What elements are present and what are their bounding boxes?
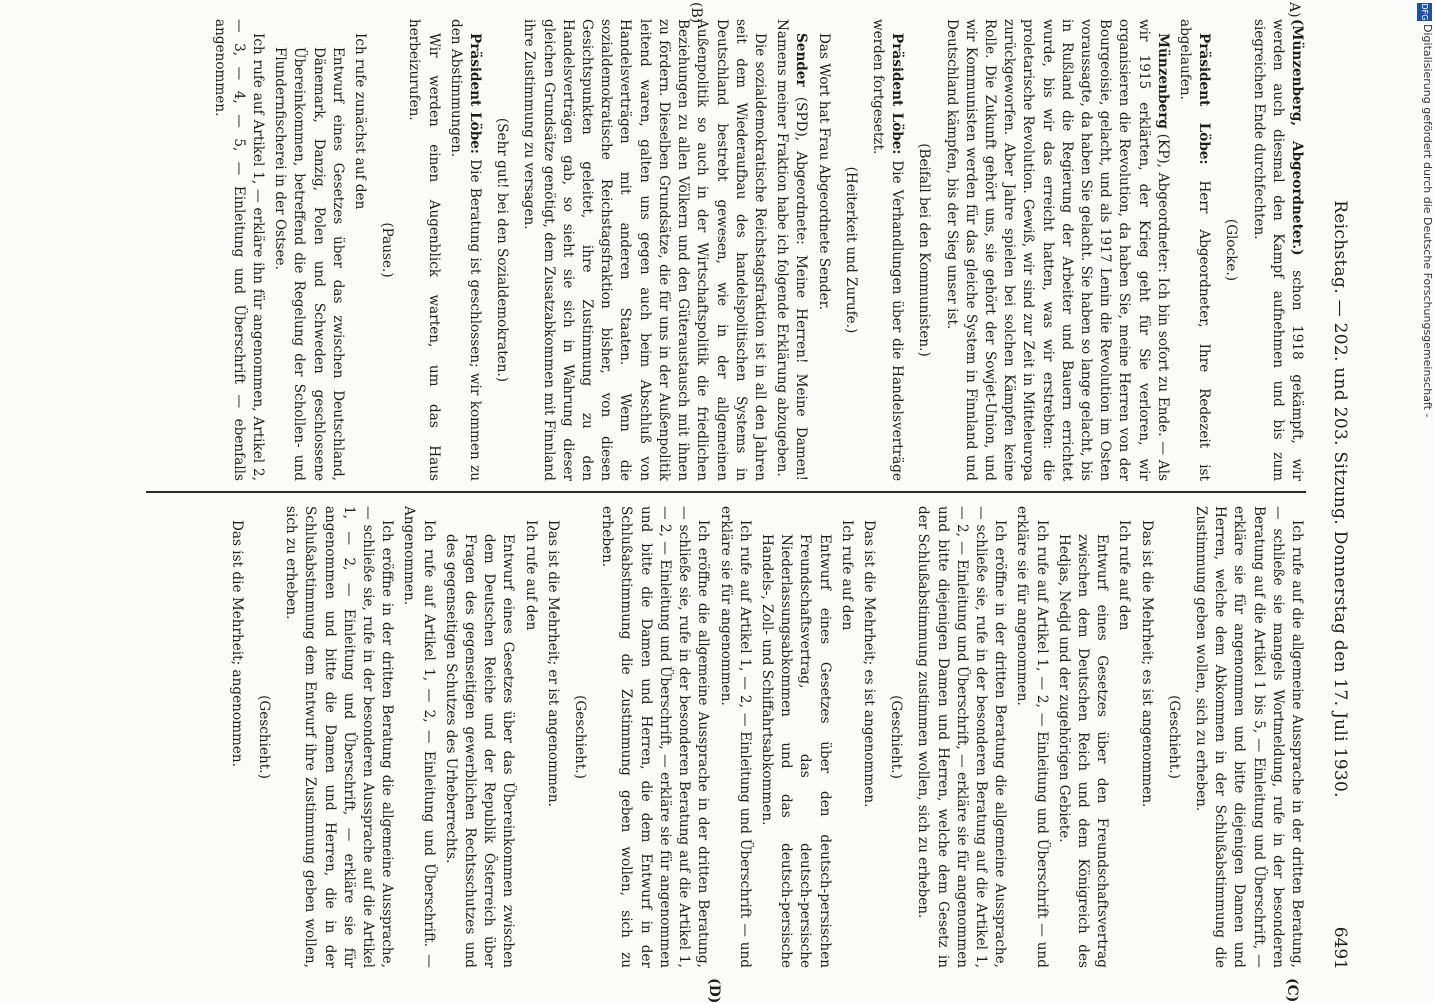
paragraph: Das Wort hat Frau Abgeordnete Sender. xyxy=(815,33,832,311)
footer-text: Digitalisierung gefördert durch die Deutsche Forschungsgemeinschaft - xyxy=(1421,24,1434,418)
paragraph-text: Die Beratung ist geschlossen; wir kommen zu den Abstimmungen. xyxy=(447,19,484,481)
margin-letter-a: A) xyxy=(1286,2,1302,18)
bill-title: Entwurf eines Gesetzes über den deutsch-persischen Freundschaftsvertrag, das deutsch-persische Niederlassungsabkommen und das deutsch-persische Handels-, Zoll- und Schiffahrtsabkommen. xyxy=(758,534,833,968)
paragraph: Ich rufe auf Artikel 1, — 2, — Einleitung und Überschrift — und erkläre sie für angenommen. xyxy=(1014,506,1050,968)
paragraph-text: Die Verhandlungen über die Handelsverträge werden fortgesetzt. xyxy=(869,19,906,481)
speaker-name: Präsident Löbe: xyxy=(1196,33,1213,165)
paragraph-text: (SPD), Abgeordnete: Meine Herren! Meine Damen! Namens meiner Fraktion habe ich folgende Erklärung abzugeben. xyxy=(774,19,810,481)
left-column xyxy=(146,19,1306,481)
paragraph: Das ist die Mehrheit; angenommen. xyxy=(228,520,245,767)
bill-title: Entwurf eines Gesetzes über das zwischen Deutschland, Dänemark, Danzig, Polen und Schweden geschlossene Übereinkommen, betreffend die Regelung der Schollen- und Flundernfischerei in der Ostsee. xyxy=(272,47,346,481)
page-number: 6491 xyxy=(1330,926,1350,970)
bill-title: Entwurf eines Gesetzes über den Freundschaftsvertrag zwischen dem Deutschen Reich und dem Königreich des Hedjas, Nedjd und der zugehörigen Gebiete. xyxy=(1055,534,1111,968)
paragraph: Ich rufe zunächst auf den xyxy=(352,33,369,210)
page-header xyxy=(1314,28,1354,970)
paragraph: Ich rufe auf den xyxy=(1116,520,1133,631)
paragraph: Das ist die Mehrheit; es ist angenommen. xyxy=(860,520,877,808)
paragraph: Das ist die Mehrheit; es ist angenommen. xyxy=(1138,520,1155,808)
margin-letter-b: (B) xyxy=(688,2,704,24)
margin-letter-c: (C) xyxy=(1284,978,1300,1003)
paragraph: Ich rufe auf Artikel 1, — 2, — Einleitung und Überschrift — und erkläre sie für angenommen. xyxy=(717,506,753,968)
stage-direction: (Geschieht.) xyxy=(1165,695,1182,779)
paragraph: Ich eröffne in der dritten Beratung die allgemeine Aussprache, — schließe sie, rufe in der besonderen Aussprache auf die Artikel 1, — 2, — Einleitung und Überschrift, — erkläre sie für angenommen und bitte die Damen und Herren, die in der Schlußabstimmung dem Entwurf ihre Zustimmung geben wollen, sich zu erheben. xyxy=(283,506,396,968)
paragraph: Ich eröffne in der dritten Beratung die allgemeine Aussprache, — schließe sie, rufe in der besonderen Beratung auf die Artikel 1, — 2, — Einleitung und Überschrift, — erkläre sie für angenommen und bitte diejenigen Damen und Herren, welche dem Gesetz in der Schlußabstimmung zustimmen wollen, sich zu erheben. xyxy=(915,506,1009,968)
stage-direction: (Sehr gut! bei den Sozialdemokraten.) xyxy=(494,117,511,383)
paragraph: Ich rufe auf den xyxy=(522,520,539,631)
speaker-name: Sender xyxy=(793,33,810,87)
paragraph: Ich rufe auf Artikel 1, — erkläre ihn für angenommen, Artikel 2, — 3, — 4, — 5, — Einleitung und Überschrift — ebenfalls angenommen. xyxy=(211,19,267,481)
paragraph xyxy=(772,19,810,481)
stage-direction: (Glocke.) xyxy=(1223,218,1240,282)
paragraph: Das ist die Mehrheit; er ist angenommen. xyxy=(544,520,561,807)
paragraph-text: Herr Abgeordneter, Ihre Redezeit ist abgelaufen. xyxy=(1176,19,1213,481)
speaker-name: Präsident Löbe: xyxy=(889,33,906,155)
paragraph xyxy=(446,19,484,481)
speaker-name: (Münzenberg, Abgeordneter.) xyxy=(1289,19,1305,256)
paragraph-text: (KP), Abgeordneter: Ich bin sofort zu Ende. — Als wir 1915 erklärten, der Krieg geht für Sie verloren, wir organisieren die Revolution, da haben Sie, meine Herren von der Bourgeoisie, gelacht, und als 1917 Lenin die Revolution im Osten voraussagte, da haben Sie gelacht. Sie haben so lange gelacht, bis in Rußland die Regierung der Arbeiter und Bauern errichtet wurde, bis wir das erreicht hatten, was wir erstrebten: die proletarische Revolution. Gewiß, wir sind zur Zeit in Mitteleuropa zurückgeworfen. Aber Jahre spielen bei solchen Kämpfen keine Rolle. Die Zukunft gehört uns, sie gehört der Sowjet-Union, und wir Kommunisten werden für das gleiche System in Finnland und Deutschland kämpfen, bis der Sieg unser ist. xyxy=(943,19,1171,481)
digitization-footer xyxy=(1412,0,1434,1000)
paragraph: Die sozialdemokratische Reichstagsfraktion ist in all den Jahren seit dem Wiederaufbau des handelspolitischen Systems in Deutschland bestrebt gewesen, wie in der allgemeinen Außenpolitik so auch in der Wirtschaftspolitik die friedlichen Beziehungen zu allen Völkern und den Güteraustausch mit ihnen zu fördern. Dieselben Grundsätze, die für uns in der Außenpolitik leitend waren, galten uns gegen auch beim Abschluß von Handelsverträgen mit anderen Staaten. Wenn die sozialdemokratische Reichstagsfraktion bisher, von diesen Gesichtspunkten geleitet, ihre Zustimmung zu den Handelsverträgen gab, so sieht sie sich in Wahrung dieser gleichen Grundsätze genötigt, dem Zusatzabkommen mit Finnland ihre Zustimmung zu versagen. xyxy=(521,19,768,481)
stage-direction: (Beifall bei den Kommunisten.) xyxy=(916,143,933,357)
paragraph xyxy=(868,19,906,481)
paragraph: Ich rufe auf Artikel 1, — 2, — Einleitung und Überschrift. — Angenommen. xyxy=(401,506,437,968)
stage-direction: (Pause.) xyxy=(379,222,396,278)
paragraph: Wir werden einen Augenblick warten, um das Haus herbeizurufen. xyxy=(406,19,442,481)
paragraph xyxy=(1175,19,1213,481)
bill-title: Entwurf eines Gesetzes über das Übereinkommen zwischen dem Deutschen Reiche und der Republik Österreich über Fragen des gegenseitigen gewerblichen Rechtsschutzes und des gegenseitigen Schutzes des Urheberrechts. xyxy=(442,534,517,968)
stage-direction: (Heiterkeit und Zurufe.) xyxy=(842,166,859,334)
paragraph: Ich eröffne die allgemeine Aussprache in der dritten Beratung, — schließe sie, rufe in der besonderen Beratung auf die Artikel 1, — 2, — Einleitung und Überschrift, — erkläre sie für angenommen und bitte die Damen und Herren, die dem Entwurf in der Schlußabstimmung die Zustimmung geben wollen, sich zu erheben. xyxy=(599,506,712,968)
stage-direction: (Geschieht.) xyxy=(572,695,589,779)
paragraph xyxy=(941,19,1171,481)
dfg-logo: DFG xyxy=(1417,3,1432,21)
right-column xyxy=(146,506,1306,968)
paragraph xyxy=(1248,19,1306,481)
header-title: Reichstag. — 202. und 203. Sitzung. Donnerstag den 17. Juli 1930. xyxy=(1330,200,1350,798)
column-divider xyxy=(146,491,1306,493)
paragraph: Ich rufe auf den xyxy=(838,520,855,631)
paragraph-text: schon 1918 gekämpft, wir werden auch diesmal den Kampf aufnehmen und bis zum siegreichen Ende durchfechten. xyxy=(1250,19,1305,481)
paragraph: Ich rufe auf die allgemeine Aussprache in der dritten Beratung, — schließe sie mangels Wortmeldung, rufe in der besonderen Beratung auf die Artikel 1 bis 5, — Einleitung und Überschrift, — erkläre sie für angenommen und bitte diejenigen Damen und Herren, welche dem Abkommen in der Schlußabstimmung die Zustimmung geben wollen, sich zu erheben. xyxy=(1192,506,1305,968)
margin-letter-d: (D) xyxy=(706,978,722,1003)
stage-direction: (Geschieht.) xyxy=(888,695,905,779)
stage-direction: (Geschieht.) xyxy=(256,695,273,779)
speaker-name: Münzenberg xyxy=(1154,33,1171,129)
speaker-name: Präsident Löbe: xyxy=(467,33,484,154)
